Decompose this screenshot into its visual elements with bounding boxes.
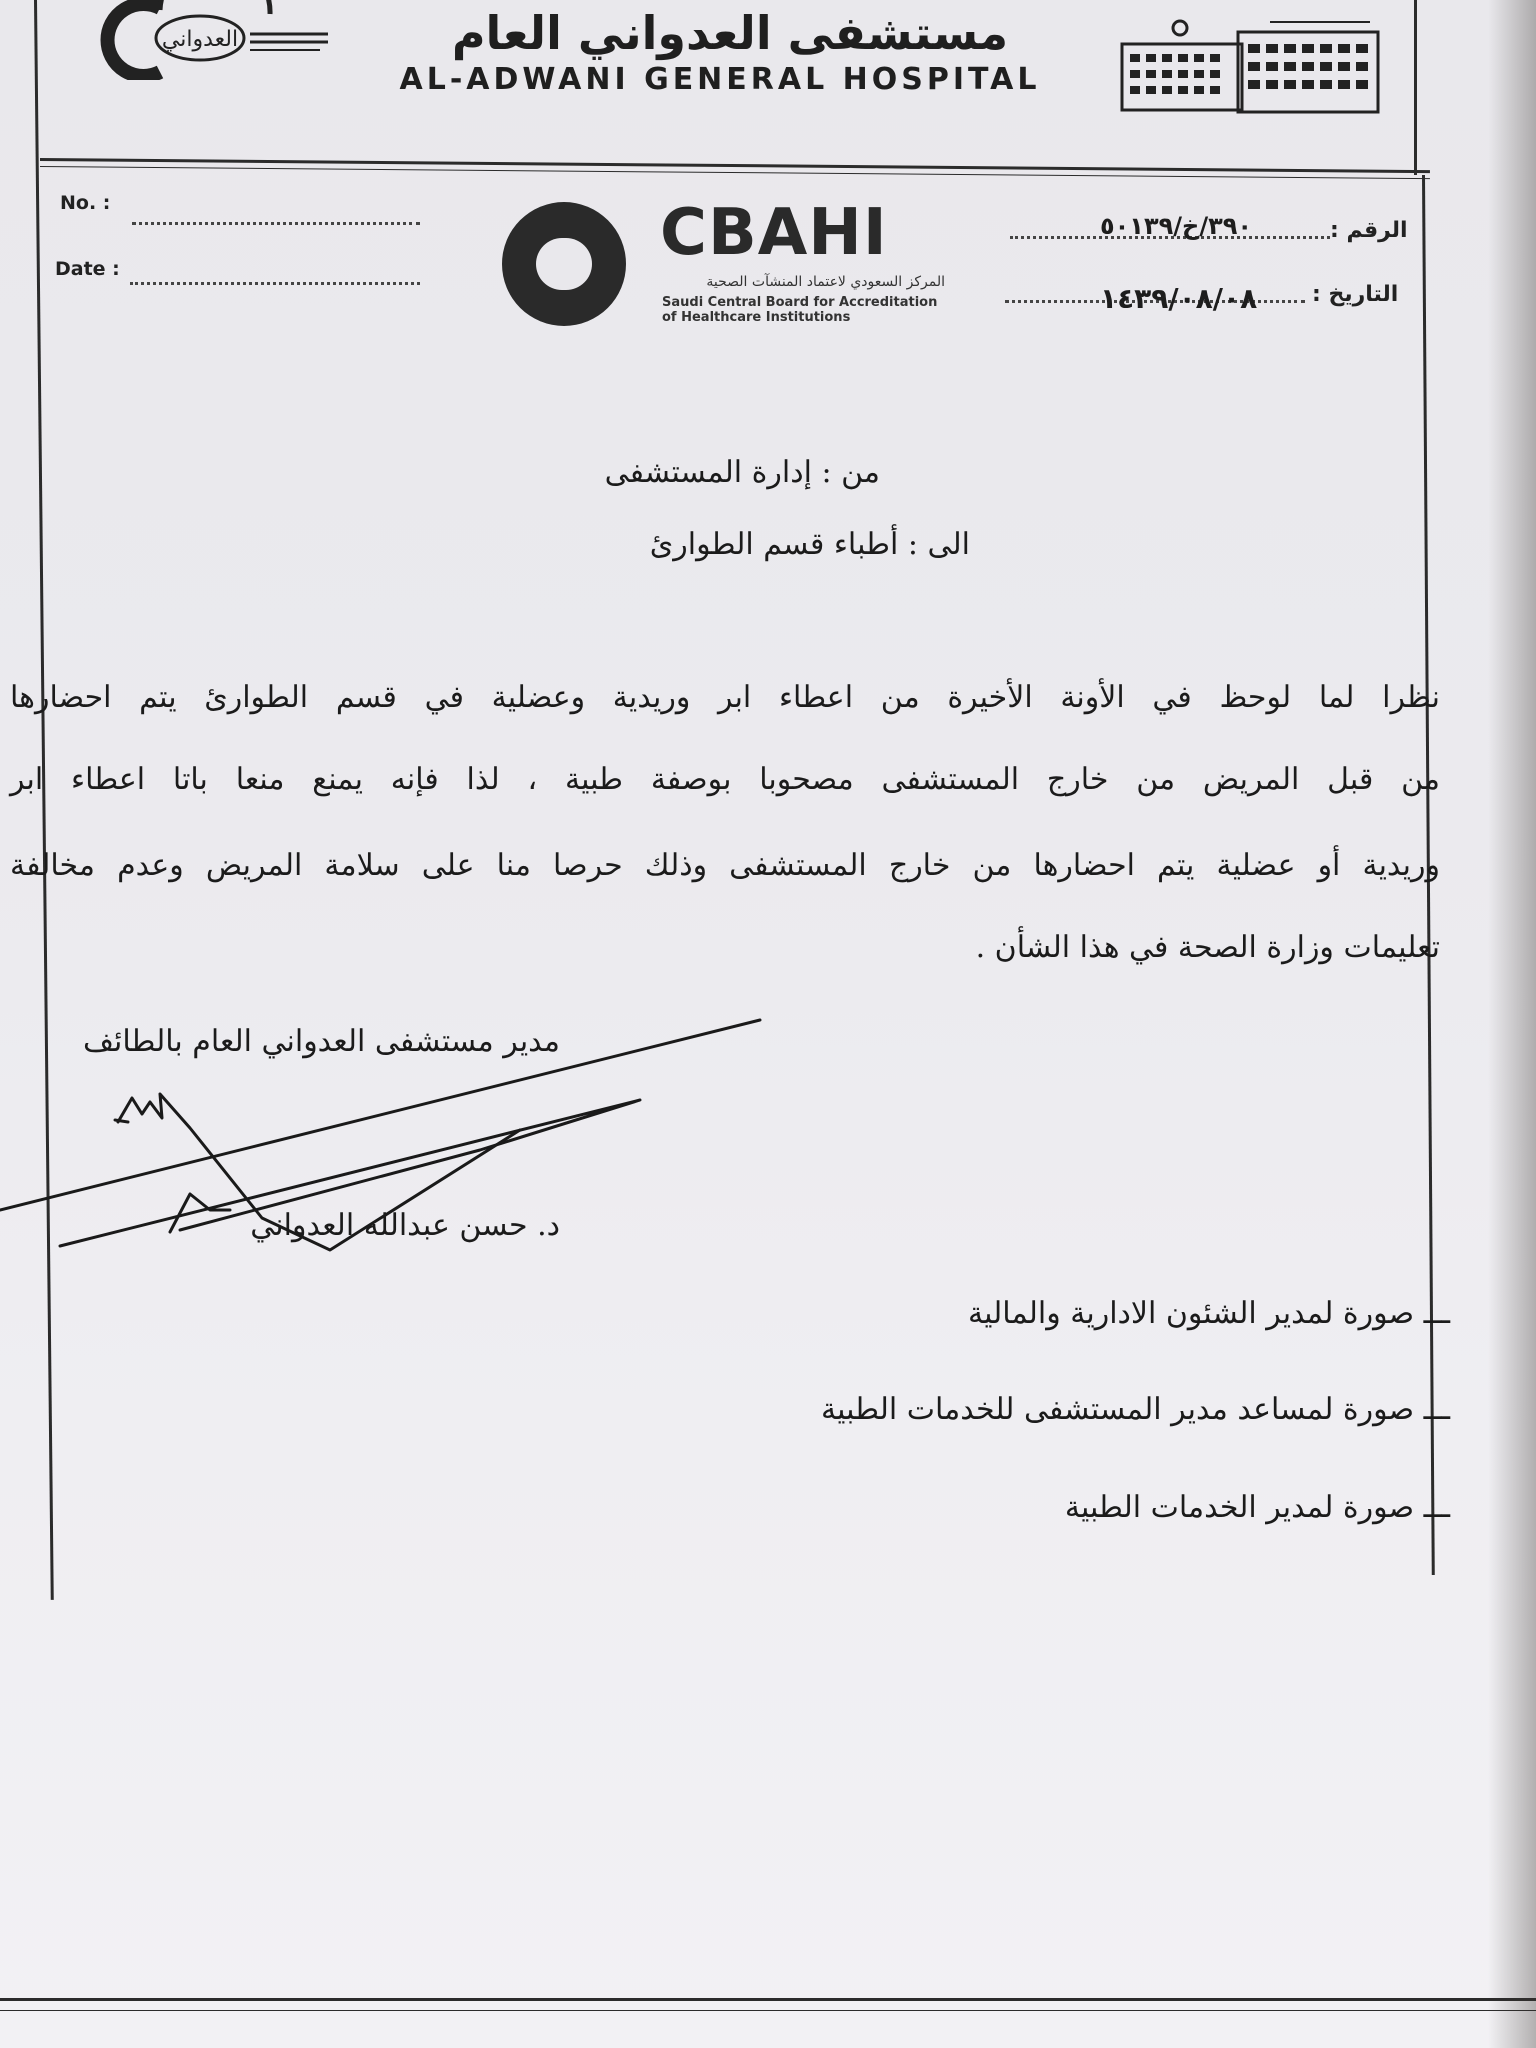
number-label-ar: الرقم : — [1330, 218, 1408, 243]
copy-to-admin-finance: ـــ صورة لمدير الشئون الادارية والمالية — [968, 1296, 1450, 1331]
svg-text:العدواني: العدواني — [161, 27, 239, 52]
copy-to-medical-services: ـــ صورة لمدير الخدمات الطبية — [1064, 1490, 1450, 1525]
signatory-title: مدير مستشفى العدواني العام بالطائف — [82, 1024, 560, 1059]
date-value: ١٤٣٩/٠٨/٠٨ — [1100, 282, 1258, 315]
hospital-name-arabic: مستشفى العدواني العام — [451, 6, 1009, 60]
date-blank-line — [130, 282, 420, 285]
right-border — [1414, 0, 1417, 175]
hospital-name-english: AL-ADWANI GENERAL HOSPITAL — [399, 62, 1041, 97]
left-border — [34, 0, 54, 1600]
header-divider — [40, 158, 1430, 173]
body-line-1: نظرا لما لوحظ في الأونة الأخيرة من اعطاء ابر وريدية وعضلية في قسم الطوارئ يتم احضارها — [10, 680, 1440, 715]
copy-to-assistant-director: ـــ صورة لمساعد مدير المستشفى للخدمات الطبية — [820, 1392, 1450, 1427]
cbahi-title: CBAHI — [660, 196, 888, 270]
letter-to: الى : أطباء قسم الطوارئ — [649, 527, 970, 562]
hospital-logo-left — [100, 0, 330, 80]
number-label-en: No. : — [60, 192, 111, 214]
number-value: ٣٩٠/خ/٥٠١٣٩ — [1100, 212, 1253, 240]
hospital-building-logo — [1120, 14, 1380, 114]
number-blank-line — [132, 222, 420, 225]
cbahi-logo-icon — [500, 200, 628, 328]
body-line-4: تعليمات وزارة الصحة في هذا الشأن . — [975, 930, 1440, 965]
letter-from: من : إدارة المستشفى — [604, 455, 880, 490]
footer-divider-thin — [0, 2010, 1536, 2011]
handwritten-signature — [0, 1010, 800, 1290]
cbahi-name-arabic: المركز السعودي لاعتماد المنشآت الصحية — [706, 274, 945, 290]
body-line-2: من قبل المريض من خارج المستشفى مصحوبا بوصفة طبية ، لذا فإنه يمنع منعا باتا اعطاء ابر — [10, 762, 1440, 797]
body-line-3: وريدية أو عضلية يتم احضارها من خارج المستشفى وذلك حرصا منا على سلامة المريض وعدم مخالفة — [10, 848, 1440, 883]
signatory-name: د. حسن عبدالله العدواني — [250, 1208, 560, 1243]
cbahi-name-english-2: of Healthcare Institutions — [662, 310, 851, 325]
page-edge-shadow — [1488, 0, 1536, 2048]
date-label-ar: التاريخ : — [1312, 282, 1399, 307]
footer-divider — [0, 1998, 1536, 2001]
date-label-en: Date : — [55, 258, 120, 280]
cbahi-name-english-1: Saudi Central Board for Accreditation — [662, 295, 938, 310]
